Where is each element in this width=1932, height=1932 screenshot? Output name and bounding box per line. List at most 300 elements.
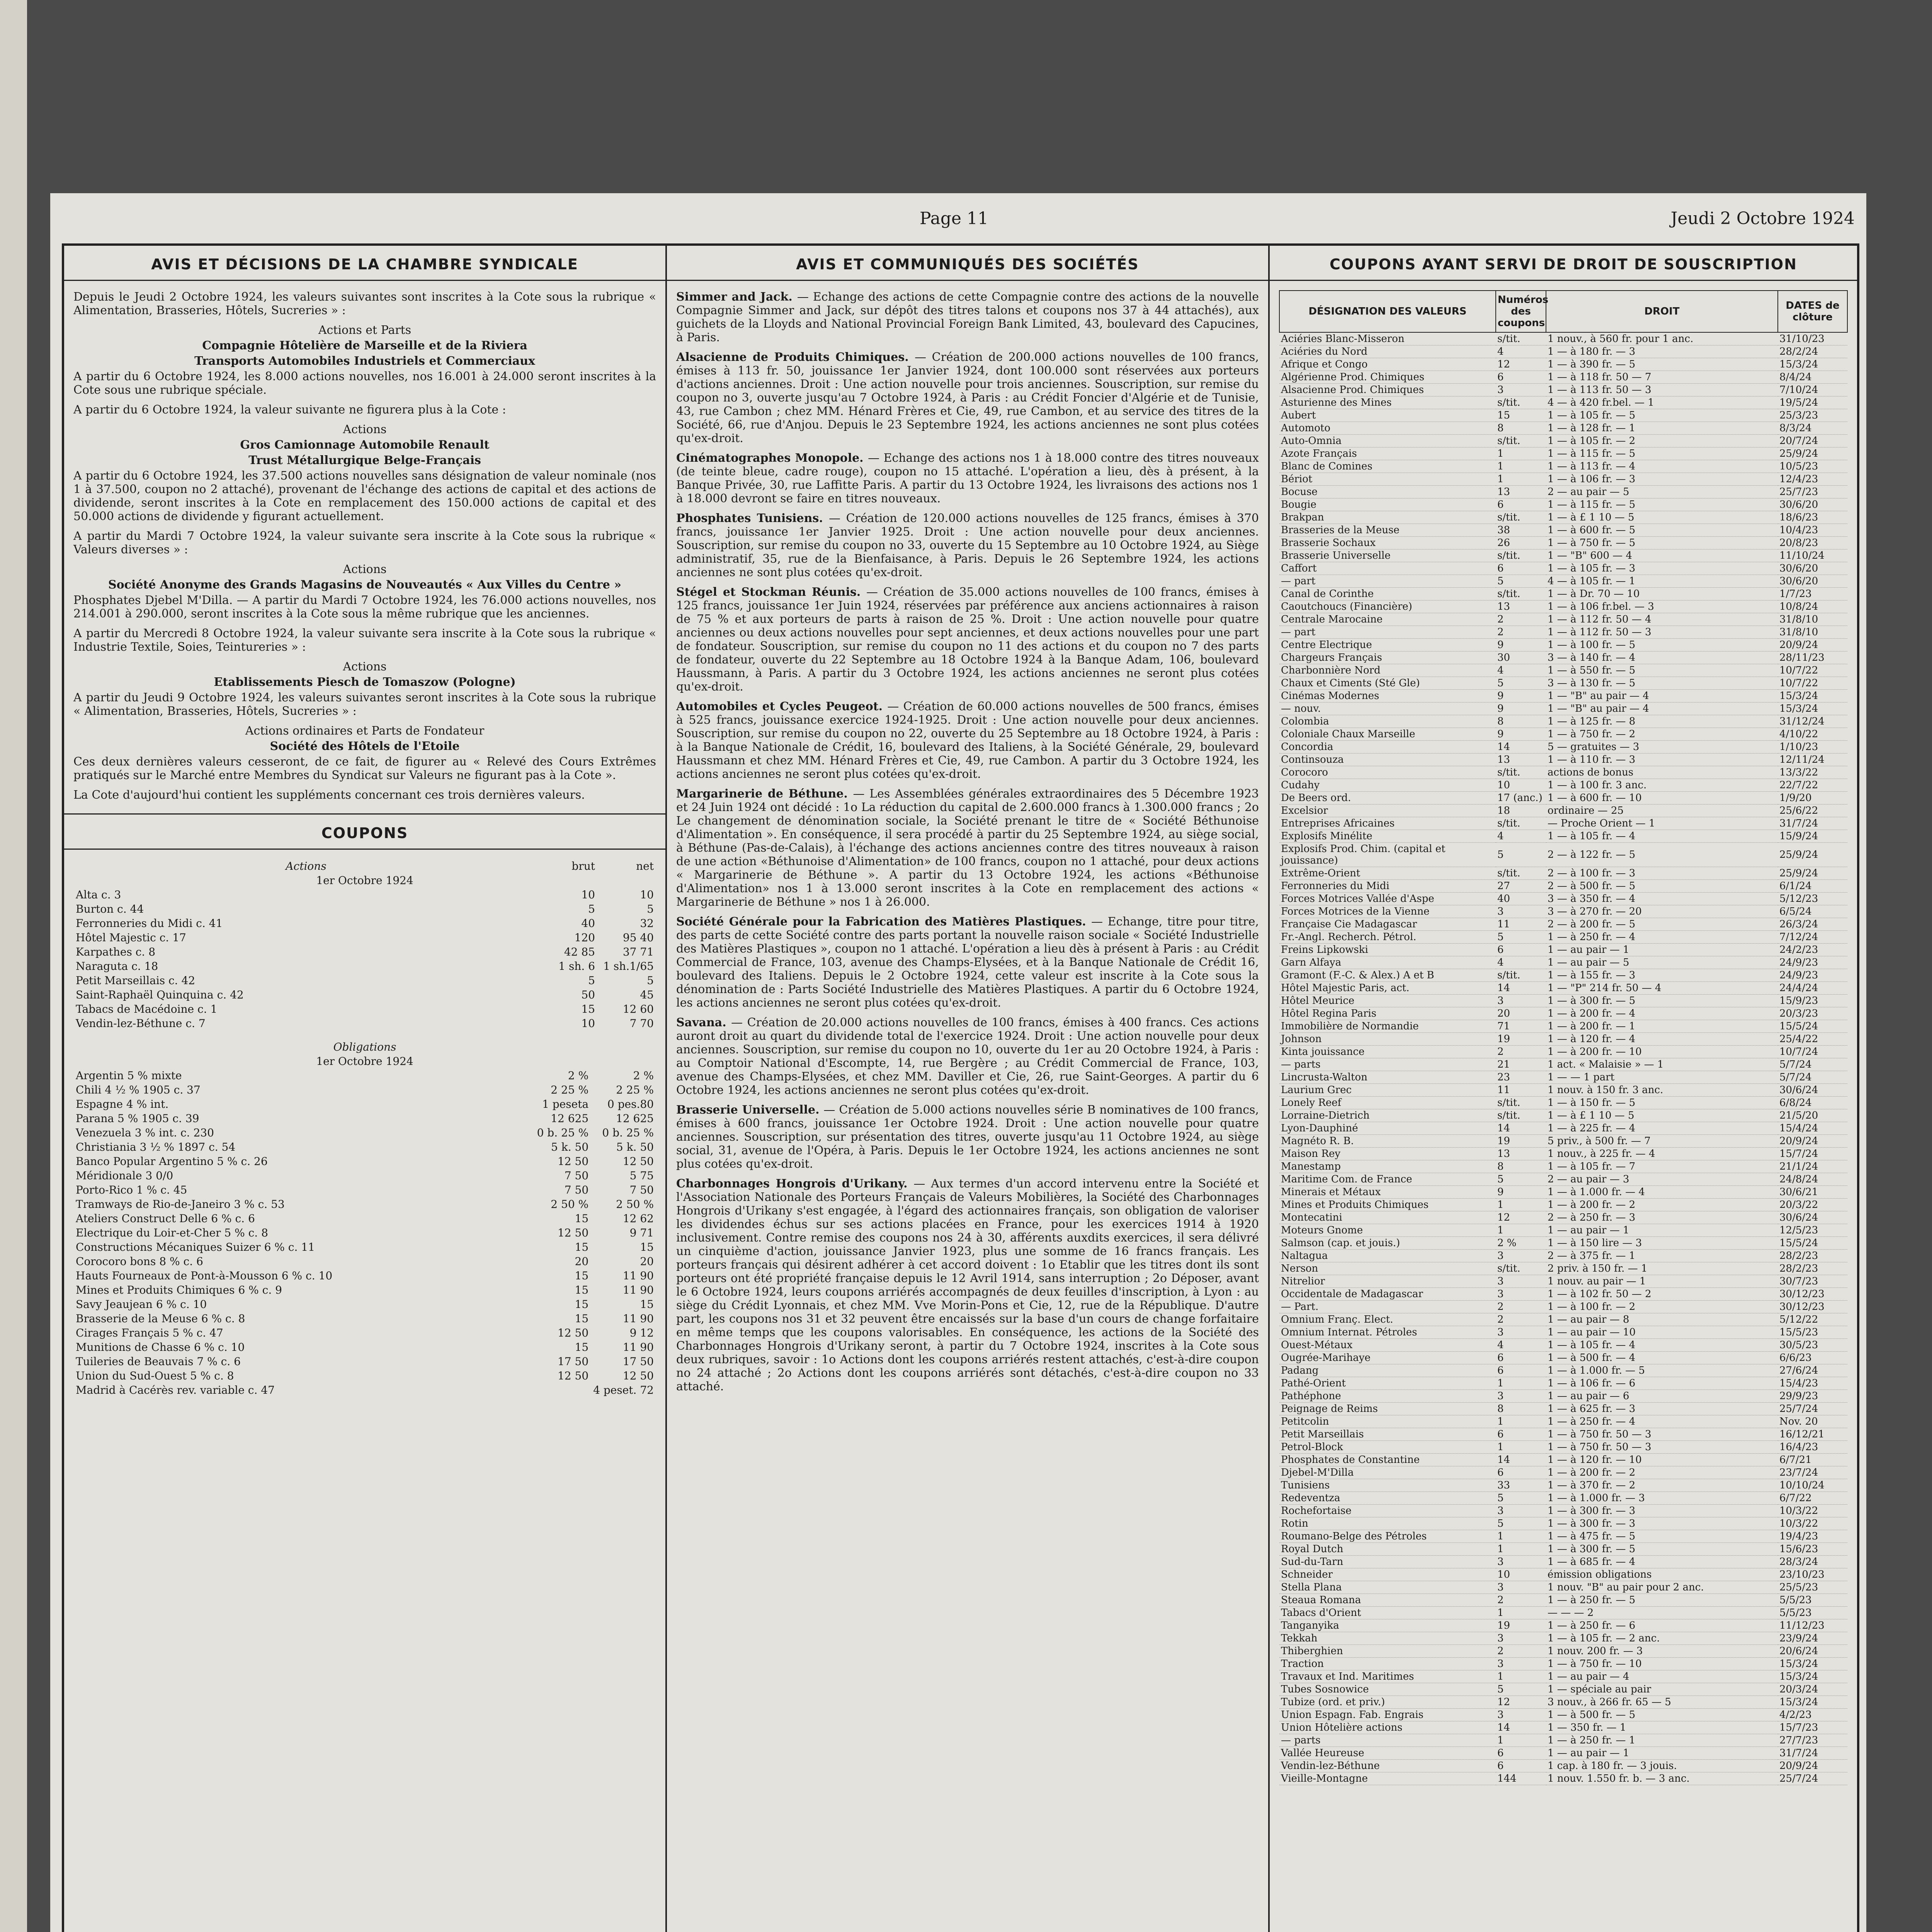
cell-coupon: 19: [1496, 1135, 1546, 1148]
table-row: [1279, 944, 1847, 956]
cell-coupon: 5: [1496, 677, 1546, 690]
cell-name: Occidentale de Madagascar: [1279, 1288, 1496, 1301]
table-row: [1279, 1709, 1847, 1721]
cell-date: 30/12/23: [1778, 1301, 1847, 1313]
table-row: [73, 1340, 656, 1354]
table-row: [1279, 792, 1847, 804]
cell-droit: 1 — à 102 fr. 50 — 2: [1546, 1288, 1778, 1301]
cell-brut: 15: [581, 1003, 595, 1015]
notice-subhead: Actions: [343, 423, 387, 436]
table-row: [1279, 1313, 1847, 1326]
table-subhead: Obligations: [333, 1041, 396, 1053]
cell-date: 15/7/23: [1778, 1721, 1847, 1734]
cell-coupon: 5: [1496, 1517, 1546, 1530]
cell-droit: 1 — à 750 fr. — 5: [1546, 537, 1778, 549]
cell-brut: 7 50: [564, 1169, 589, 1182]
cell-date: 25/7/24: [1778, 1772, 1847, 1785]
cell-net: 11 90: [622, 1341, 654, 1354]
cell-name: Cudahy: [1279, 779, 1496, 792]
cell-droit: 1 — à Dr. 70 — 10: [1546, 588, 1778, 600]
cell-name: Petitcolin: [1279, 1415, 1496, 1428]
table-row: [1279, 1505, 1847, 1517]
cell-coupon: s/tit.: [1496, 332, 1546, 345]
table-row: [1279, 702, 1847, 715]
cell-coupon: 13: [1496, 753, 1546, 766]
cell-coupon: 14: [1496, 741, 1546, 753]
cell-name: Brasserie Sochaux: [1279, 537, 1496, 549]
column-societes: [667, 246, 1270, 1932]
cell-date: 15/3/24: [1778, 690, 1847, 702]
cell-droit: 1 — à 106 fr. — 3: [1546, 473, 1778, 486]
cell-name: Alta c. 3: [76, 888, 121, 901]
cell-date: 28/2/23: [1778, 1262, 1847, 1275]
cell-date: 25/6/22: [1778, 804, 1847, 817]
societe-notice: [676, 512, 1259, 579]
cell-date: 12/4/23: [1778, 473, 1847, 486]
cell-date: 10/7/22: [1778, 664, 1847, 677]
cell-droit: 1 — au pair — 1: [1546, 1747, 1778, 1760]
table-row: [1279, 1390, 1847, 1403]
table-row: [1279, 1607, 1847, 1619]
cell-droit: 1 — "B" 600 — 4: [1546, 549, 1778, 562]
table-row: [73, 1083, 656, 1097]
cell-coupon: 23: [1496, 1071, 1546, 1084]
cell-name: Entreprises Africaines: [1279, 817, 1496, 830]
table-row: [1279, 1148, 1847, 1160]
cell-droit: 1 nouv. 200 fr. — 3: [1546, 1645, 1778, 1658]
cell-coupon: 5: [1496, 843, 1546, 867]
cell-coupon: 6: [1496, 1466, 1546, 1479]
cell-brut: 17 50: [557, 1355, 589, 1368]
cell-net: 5: [647, 974, 654, 987]
cell-name: Automoto: [1279, 422, 1496, 435]
cell-coupon: 13: [1496, 600, 1546, 613]
cell-date: 10/4/23: [1778, 524, 1847, 537]
table-row: [1279, 639, 1847, 651]
cell-coupon: 8: [1496, 1403, 1546, 1415]
cell-coupon: 5: [1496, 1492, 1546, 1505]
cell-coupon: 3: [1496, 1556, 1546, 1568]
table-row: [1279, 1033, 1847, 1046]
adjacent-page-edge: [0, 0, 27, 1932]
cell-coupon: 3: [1496, 905, 1546, 918]
cell-droit: 1 — à 106 fr. — 6: [1546, 1377, 1778, 1390]
cell-date: 10/8/24: [1778, 600, 1847, 613]
cell-coupon: 10: [1496, 779, 1546, 792]
cell-date: 30/7/23: [1778, 1275, 1847, 1288]
cell-droit: 3 — à 350 fr. — 4: [1546, 893, 1778, 905]
cell-date: 15/6/23: [1778, 1543, 1847, 1556]
cell-droit: 1 — à 370 fr. — 2: [1546, 1479, 1778, 1492]
table-row: [1279, 1122, 1847, 1135]
table-date: 1er Octobre 1924: [316, 1055, 413, 1068]
company-name: Gros Camionnage Automobile Renault: [240, 438, 490, 452]
table-row: [1279, 1109, 1847, 1122]
cell-droit: — Proche Orient — 1: [1546, 817, 1778, 830]
cell-name: Charbonnière Nord: [1279, 664, 1496, 677]
cell-date: 26/3/24: [1778, 918, 1847, 931]
cell-date: 25/4/22: [1778, 1033, 1847, 1046]
cell-coupon: s/tit.: [1496, 588, 1546, 600]
societe-text: — Echange, titre pour titre, des parts de cette Société contre des parts portant la nouvelle raison sociale « Société Industrielle des Matières Plastiques », coupon no 1 attaché. L'opération a lieu dès à présent à Paris : au Crédit Commercial de France, 103, avenue des Champs-Elysées, et à la Banque Nationale de Crédit 16, boulevard des Italiens. Depuis le 2 Octobre 1924, cette valeur est inscrite à la Cote sous la dénomination de : Parts Société Industrielle des Matières Plastiques. A partir du 6 Octobre 1924, les actions anciennes ne seront plus cotées qu'ex-droit.: [676, 915, 1259, 1010]
cell-name: Lorraine-Dietrich: [1279, 1109, 1496, 1122]
cell-name: Française Cie Madagascar: [1279, 918, 1496, 931]
cell-name: Chargeurs Français: [1279, 651, 1496, 664]
societe-name: Phosphates Tunisiens.: [676, 512, 829, 525]
cell-name: Magnéto R. B.: [1279, 1135, 1496, 1148]
cell-net: 11 90: [622, 1269, 654, 1282]
cell-droit: 3 — à 130 fr. — 5: [1546, 677, 1778, 690]
cell-net: 95 40: [622, 931, 654, 944]
cell-brut: 2 %: [568, 1069, 589, 1082]
cell-date: 15/5/24: [1778, 1237, 1847, 1250]
cell-droit: 3 — à 270 fr. — 20: [1546, 905, 1778, 918]
cell-droit: 1 — à 115 fr. — 5: [1546, 498, 1778, 511]
cell-droit: 1 — à 105 fr. — 2: [1546, 435, 1778, 447]
cell-coupon: s/tit.: [1496, 766, 1546, 779]
cell-name: Rochefortaise: [1279, 1505, 1496, 1517]
cell-droit: 1 — à 1.000 fr. — 3: [1546, 1492, 1778, 1505]
cell-name: Nerson: [1279, 1262, 1496, 1275]
cell-name: Tekkah: [1279, 1632, 1496, 1645]
cell-date: 7/12/24: [1778, 931, 1847, 944]
cell-net: 0 pes.80: [607, 1098, 654, 1111]
table-row: [1279, 1199, 1847, 1211]
cell-date: 28/3/24: [1778, 1556, 1847, 1568]
table-row: [1279, 473, 1847, 486]
cell-name: Pathéphone: [1279, 1390, 1496, 1403]
cell-coupon: 4: [1496, 830, 1546, 843]
coupons-oblig-body: [73, 1068, 656, 1397]
cell-brut: 40: [581, 917, 595, 930]
table-row: [1279, 1696, 1847, 1709]
cell-droit: 1 — à 180 fr. — 3: [1546, 345, 1778, 358]
cell-coupon: 1: [1496, 1224, 1546, 1237]
cell-coupon: 38: [1496, 524, 1546, 537]
table-row: [1279, 332, 1847, 345]
notice-paragraph: Depuis le Jeudi 2 Octobre 1924, les valeurs suivantes sont inscrites à la Cote sous la rubrique « Alimentation, Brasseries, Hôtels, Sucreries » :: [73, 290, 656, 317]
table-row: [1279, 575, 1847, 588]
cell-date: 25/5/23: [1778, 1581, 1847, 1594]
cell-net: 45: [640, 988, 654, 1001]
cell-name: De Beers ord.: [1279, 792, 1496, 804]
cell-date: 1/10/23: [1778, 741, 1847, 753]
cell-droit: 1 — au pair — 1: [1546, 944, 1778, 956]
cell-date: 20/9/24: [1778, 639, 1847, 651]
cell-name: Djebel-M'Dilla: [1279, 1466, 1496, 1479]
col-header: net: [636, 860, 654, 872]
cell-coupon: 15: [1496, 409, 1546, 422]
societe-notice: [676, 787, 1259, 909]
cell-date: 20/9/24: [1778, 1760, 1847, 1772]
table-row: [1279, 1262, 1847, 1275]
cell-name: Corocoro bons 8 % c. 6: [76, 1255, 203, 1268]
cell-name: Vallée Heureuse: [1279, 1747, 1496, 1760]
cell-name: Union du Sud-Ouest 5 % c. 8: [76, 1369, 234, 1382]
cell-date: 6/7/21: [1778, 1454, 1847, 1466]
cell-date: 31/8/10: [1778, 613, 1847, 626]
notice-paragraph: Ces deux dernières valeurs cesseront, de ce fait, de figurer au « Relevé des Cours Extrêmes pratiqués sur le Marché entre Membres du Syndicat sur Valeurs ne figurant pas à la Cote ».: [73, 755, 656, 782]
cell-date: 21/1/24: [1778, 1160, 1847, 1173]
cell-droit: 2 — à 122 fr. — 5: [1546, 843, 1778, 867]
cell-coupon: 17 (anc.): [1496, 792, 1546, 804]
cell-droit: 1 — à 105 fr. — 4: [1546, 830, 1778, 843]
cell-brut: 50: [581, 988, 595, 1001]
cell-date: 4/10/22: [1778, 728, 1847, 741]
cell-droit: 1 — à 1.000 fr. — 5: [1546, 1364, 1778, 1377]
cell-date: 1/9/20: [1778, 792, 1847, 804]
table-row: [73, 888, 656, 902]
cell-droit: 1 — à 475 fr. — 5: [1546, 1530, 1778, 1543]
table-row: [73, 1354, 656, 1369]
cell-date: 10/5/23: [1778, 460, 1847, 473]
cell-net: 0 b. 25 %: [602, 1126, 654, 1139]
cell-coupon: 14: [1496, 982, 1546, 995]
table-row: [73, 1168, 656, 1183]
cell-name: Tunisiens: [1279, 1479, 1496, 1492]
cell-droit: 1 — à 200 fr. — 1: [1546, 1020, 1778, 1033]
cell-date: 20/3/23: [1778, 1007, 1847, 1020]
cell-name: Steaua Romana: [1279, 1594, 1496, 1607]
cell-droit: 1 — au pair — 4: [1546, 1670, 1778, 1683]
cell-coupon: 2: [1496, 1313, 1546, 1326]
table-row: [1279, 371, 1847, 384]
societe-name: Cinématographes Monopole.: [676, 451, 868, 465]
societe-notice: [676, 1103, 1259, 1171]
cell-droit: 1 — à 625 fr. — 3: [1546, 1403, 1778, 1415]
cell-coupon: 8: [1496, 715, 1546, 728]
cell-coupon: s/tit.: [1496, 969, 1546, 982]
cell-brut: [532, 1383, 591, 1397]
cell-droit: 1 — à 128 fr. — 1: [1546, 422, 1778, 435]
cell-coupon: 13: [1496, 486, 1546, 498]
cell-coupon: s/tit.: [1496, 396, 1546, 409]
cell-droit: 1 — à 1.000 fr. — 4: [1546, 1186, 1778, 1199]
cell-name: Karpathes c. 8: [76, 946, 156, 958]
cell-name: Thiberghien: [1279, 1645, 1496, 1658]
cell-name: Immobilière de Normandie: [1279, 1020, 1496, 1033]
cell-coupon: 12: [1496, 1211, 1546, 1224]
cell-name: Petit Marseillais: [1279, 1428, 1496, 1441]
table-row: [1279, 1517, 1847, 1530]
table-row: [1279, 1734, 1847, 1747]
cell-brut: 10: [581, 1017, 595, 1030]
cell-droit: 1 — à 118 fr. 50 — 7: [1546, 371, 1778, 384]
cell-date: 24/4/24: [1778, 982, 1847, 995]
cell-name: Ouest-Métaux: [1279, 1339, 1496, 1352]
cell-name: Explosifs Minélite: [1279, 830, 1496, 843]
societe-text: — Les Assemblées générales extraordinaires des 5 Décembre 1923 et 24 Juin 1924 ont décidé : 1o La réduction du capital de 2.600.000 francs à 1.300.000 francs ; 2o Le changement de dénomination sociale, la Société prenant le titre de « Société Béthunoise d'Alimentation ». En conséquence, il sera procédé à partir du 25 Septembre 1924, au siège social, à Béthune (Pas-de-Calais), à l'échange des actions anciennes contre des titres nouveaux à raison de une action «Béthunoise d'Alimentation» de 100 francs, coupon no 1 attaché, pour deux actions « Margarinerie de Béthune ». A partir du 13 Octobre 1924, les actions «Béthunoise d'Alimentation» nos 1 à 13.000 seront inscrites à la Cote en remplacement des actions « Margarinerie de Béthune » nos 1 à 26.000.: [676, 787, 1259, 909]
table-subhead: Actions: [286, 860, 327, 872]
cell-coupon: s/tit.: [1496, 549, 1546, 562]
cell-date: 15/3/24: [1778, 1670, 1847, 1683]
cell-name: Royal Dutch: [1279, 1543, 1496, 1556]
cell-name: Mines et Produits Chimiques: [1279, 1199, 1496, 1211]
societe-notice: [676, 1016, 1259, 1097]
societe-text: — Création de 20.000 actions nouvelles de 100 francs, émises à 400 francs. Ces actions auront droit au quart du dividende total de l'exercice 1924. Droit : Une action nouvelle pour deux anciennes. Souscription, sur remise du coupon no 10, ouverte du 1er au 20 Octobre 1924, à Paris : au Comptoir National d'Escompte, 14, rue Bergère ; au Crédit Commercial de France, 103, avenue des Champs-Elysées, et chez MM. Daviller et Cie, 26, rue Saint-Georges. A partir du 6 Octobre 1924, les actions anciennes ne seront plus cotées qu'ex-droit.: [676, 1016, 1259, 1097]
cell-droit: 1 — à 150 fr. — 5: [1546, 1097, 1778, 1109]
table-row: [1279, 1581, 1847, 1594]
cell-name: Stella Plana: [1279, 1581, 1496, 1594]
table-row: [1279, 447, 1847, 460]
table-row: [1279, 1772, 1847, 1785]
table-row: [1279, 1160, 1847, 1173]
cell-name: — parts: [1279, 1734, 1496, 1747]
cell-brut: 12 50: [557, 1226, 589, 1239]
table-row: [1279, 1097, 1847, 1109]
cell-name: Moteurs Gnome: [1279, 1224, 1496, 1237]
cell-net: 11 90: [622, 1312, 654, 1325]
cell-name: Parana 5 % 1905 c. 39: [76, 1112, 199, 1125]
cell-droit: 1 nouv. à 150 fr. 3 anc.: [1546, 1084, 1778, 1097]
cell-coupon: 21: [1496, 1058, 1546, 1071]
table-row: [73, 916, 656, 930]
cell-coupon: 6: [1496, 1747, 1546, 1760]
table-row: [1279, 1301, 1847, 1313]
cell-coupon: 1: [1496, 1377, 1546, 1390]
cell-name: Cinémas Modernes: [1279, 690, 1496, 702]
cell-name: Ferronneries du Midi c. 41: [76, 917, 223, 930]
table-row: [1279, 1058, 1847, 1071]
cell-name: — part: [1279, 575, 1496, 588]
cell-brut: 12 625: [551, 1112, 589, 1125]
cell-net: 12 60: [622, 1003, 654, 1015]
table-row: [1279, 1364, 1847, 1377]
cell-date: 24/2/23: [1778, 944, 1847, 956]
table-row: [1279, 1237, 1847, 1250]
cell-date: 23/9/24: [1778, 1632, 1847, 1645]
table-row: [73, 1283, 656, 1297]
cell-coupon: 1: [1496, 1670, 1546, 1683]
cell-net: 32: [640, 917, 654, 930]
societe-text: — Création de 200.000 actions nouvelles de 100 francs, émises à 113 fr. 50, jouissance 1er Janvier 1924, dont 100.000 sont réservées aux porteurs d'actions anciennes. Droit : Une action nouvelle pour trois anciennes. Souscription, sur remise du coupon no 3, ouverte jusqu'au 7 Octobre 1924, à Paris : au Crédit Foncier d'Algérie et de Tunisie, 43, rue Cambon ; chez MM. Hénard Frères et Cie, 49, rue Cambon, et au service des titres de la Société, 66, rue d'Anjou. Depuis le 23 Septembre 1924, les actions anciennes ne sont plus cotées qu'ex-droit.: [676, 350, 1259, 445]
company-name: Société des Hôtels de l'Etoile: [270, 740, 460, 753]
table-row: [1279, 804, 1847, 817]
table-row: [1279, 1594, 1847, 1607]
societe-name: Brasserie Universelle.: [676, 1103, 824, 1117]
cell-name: Hôtel Majestic c. 17: [76, 931, 186, 944]
cell-droit: 3 — à 140 fr. — 4: [1546, 651, 1778, 664]
cell-name: Asturienne des Mines: [1279, 396, 1496, 409]
table-row: [1279, 651, 1847, 664]
cell-name: Azote Français: [1279, 447, 1496, 460]
cell-name: Vieille-Montagne: [1279, 1772, 1496, 1785]
cell-date: 4/2/23: [1778, 1709, 1847, 1721]
cell-net: 12 62: [622, 1212, 654, 1225]
cell-droit: 1 — à 100 fr. — 2: [1546, 1301, 1778, 1313]
table-row: [1279, 1568, 1847, 1581]
cell-droit: 1 — à 200 fr. — 4: [1546, 1007, 1778, 1020]
cell-name: Bougie: [1279, 498, 1496, 511]
societe-text: — Création de 5.000 actions nouvelles série B nominatives de 100 francs, émises à 600 francs, jouissance 1er Octobre 1924. Droit : Une action nouvelle pour quatre anciennes. Souscription, sur présentation des titres, ouverte jusqu'au 11 Octobre 1924, au siège social, 31, avenue de l'Opéra, à Paris. Depuis le 1er Octobre 1924, les actions anciennes ne sont plus cotées qu'ex-droit.: [676, 1103, 1259, 1171]
cell-date: 6/6/23: [1778, 1352, 1847, 1364]
cell-date: 15/3/24: [1778, 358, 1847, 371]
cell-coupon: 1: [1496, 1199, 1546, 1211]
cell-name: Chili 4 ½ % 1905 c. 37: [76, 1083, 201, 1096]
cell-name: Gramont (F.-C. & Alex.) A et B: [1279, 969, 1496, 982]
cell-date: 28/11/23: [1778, 651, 1847, 664]
notice-paragraph: La Cote d'aujourd'hui contient les suppléments concernant ces trois dernières valeurs.: [73, 788, 585, 802]
cell-date: 6/7/22: [1778, 1492, 1847, 1505]
cell-name: Excelsior: [1279, 804, 1496, 817]
cell-date: 15/9/24: [1778, 830, 1847, 843]
notice-subhead: Actions: [343, 660, 387, 673]
cell-name: Bériot: [1279, 473, 1496, 486]
cell-name: Argentin 5 % mixte: [76, 1069, 182, 1082]
cell-date: 18/6/23: [1778, 511, 1847, 524]
cell-date: 28/2/24: [1778, 345, 1847, 358]
cell-net: 4 peset. 72: [593, 1384, 654, 1396]
cell-name: Omnium Internat. Pétroles: [1279, 1326, 1496, 1339]
cell-name: Madrid à Cacérès rev. variable c. 47: [76, 1384, 275, 1396]
cell-name: Hôtel Majestic Paris, act.: [1279, 982, 1496, 995]
table-row: [1279, 1530, 1847, 1543]
cell-name: — parts: [1279, 1058, 1496, 1071]
cell-name: Auto-Omnia: [1279, 435, 1496, 447]
cell-droit: 1 — à 250 fr. — 4: [1546, 931, 1778, 944]
table-row: [73, 945, 656, 959]
section-title-societes: AVIS ET COMMUNIQUÉS DES SOCIÉTÉS: [667, 246, 1268, 281]
cell-coupon: 12: [1496, 1696, 1546, 1709]
cell-date: 24/8/24: [1778, 1173, 1847, 1186]
table-row: [1279, 956, 1847, 969]
cell-coupon: 12: [1496, 358, 1546, 371]
cell-date: 23/7/24: [1778, 1466, 1847, 1479]
cell-droit: 1 — à 155 fr. — 3: [1546, 969, 1778, 982]
cell-droit: actions de bonus: [1546, 766, 1778, 779]
cell-name: Centrale Marocaine: [1279, 613, 1496, 626]
cell-droit: 1 — au pair — 6: [1546, 1390, 1778, 1403]
cell-date: Nov. 20: [1778, 1415, 1847, 1428]
table-row: [1279, 358, 1847, 371]
cell-date: 20/8/23: [1778, 537, 1847, 549]
societe-name: Alsacienne de Produits Chimiques.: [676, 350, 915, 364]
cell-droit: 1 — à 250 fr. — 4: [1546, 1415, 1778, 1428]
cell-name: Brakpan: [1279, 511, 1496, 524]
cell-brut: 1 sh. 6: [558, 960, 595, 973]
cell-droit: ordinaire — 25: [1546, 804, 1778, 817]
cell-date: 1/7/23: [1778, 588, 1847, 600]
table-row: [1279, 1441, 1847, 1454]
cell-name: Munitions de Chasse 6 % c. 10: [76, 1341, 245, 1354]
table-row: [1279, 1428, 1847, 1441]
table-row: [73, 1197, 656, 1211]
cell-coupon: 2: [1496, 613, 1546, 626]
cell-brut: 1 peseta: [542, 1098, 589, 1111]
cell-coupon: 11: [1496, 1084, 1546, 1097]
table-row: [73, 1097, 656, 1111]
page-date: Jeudi 2 Octobre 1924: [1670, 209, 1855, 228]
company-name: Trust Métallurgique Belge-Français: [248, 454, 481, 467]
cell-droit: 1 — à 600 fr. — 5: [1546, 524, 1778, 537]
cell-date: 30/6/20: [1778, 562, 1847, 575]
cell-name: Maritime Com. de France: [1279, 1173, 1496, 1186]
cell-coupon: 1: [1496, 473, 1546, 486]
table-row: [1279, 524, 1847, 537]
cell-net: 15: [640, 1298, 654, 1311]
cell-date: 5/5/23: [1778, 1594, 1847, 1607]
cell-date: 13/3/22: [1778, 766, 1847, 779]
cell-coupon: 4: [1496, 664, 1546, 677]
societe-notice: [676, 700, 1259, 781]
table-row: [1279, 345, 1847, 358]
cell-date: 22/7/22: [1778, 779, 1847, 792]
cell-name: Omnium Franç. Elect.: [1279, 1313, 1496, 1326]
cell-name: Concordia: [1279, 741, 1496, 753]
table-row: [1279, 766, 1847, 779]
cell-coupon: 5: [1496, 1173, 1546, 1186]
table-row: [1279, 830, 1847, 843]
